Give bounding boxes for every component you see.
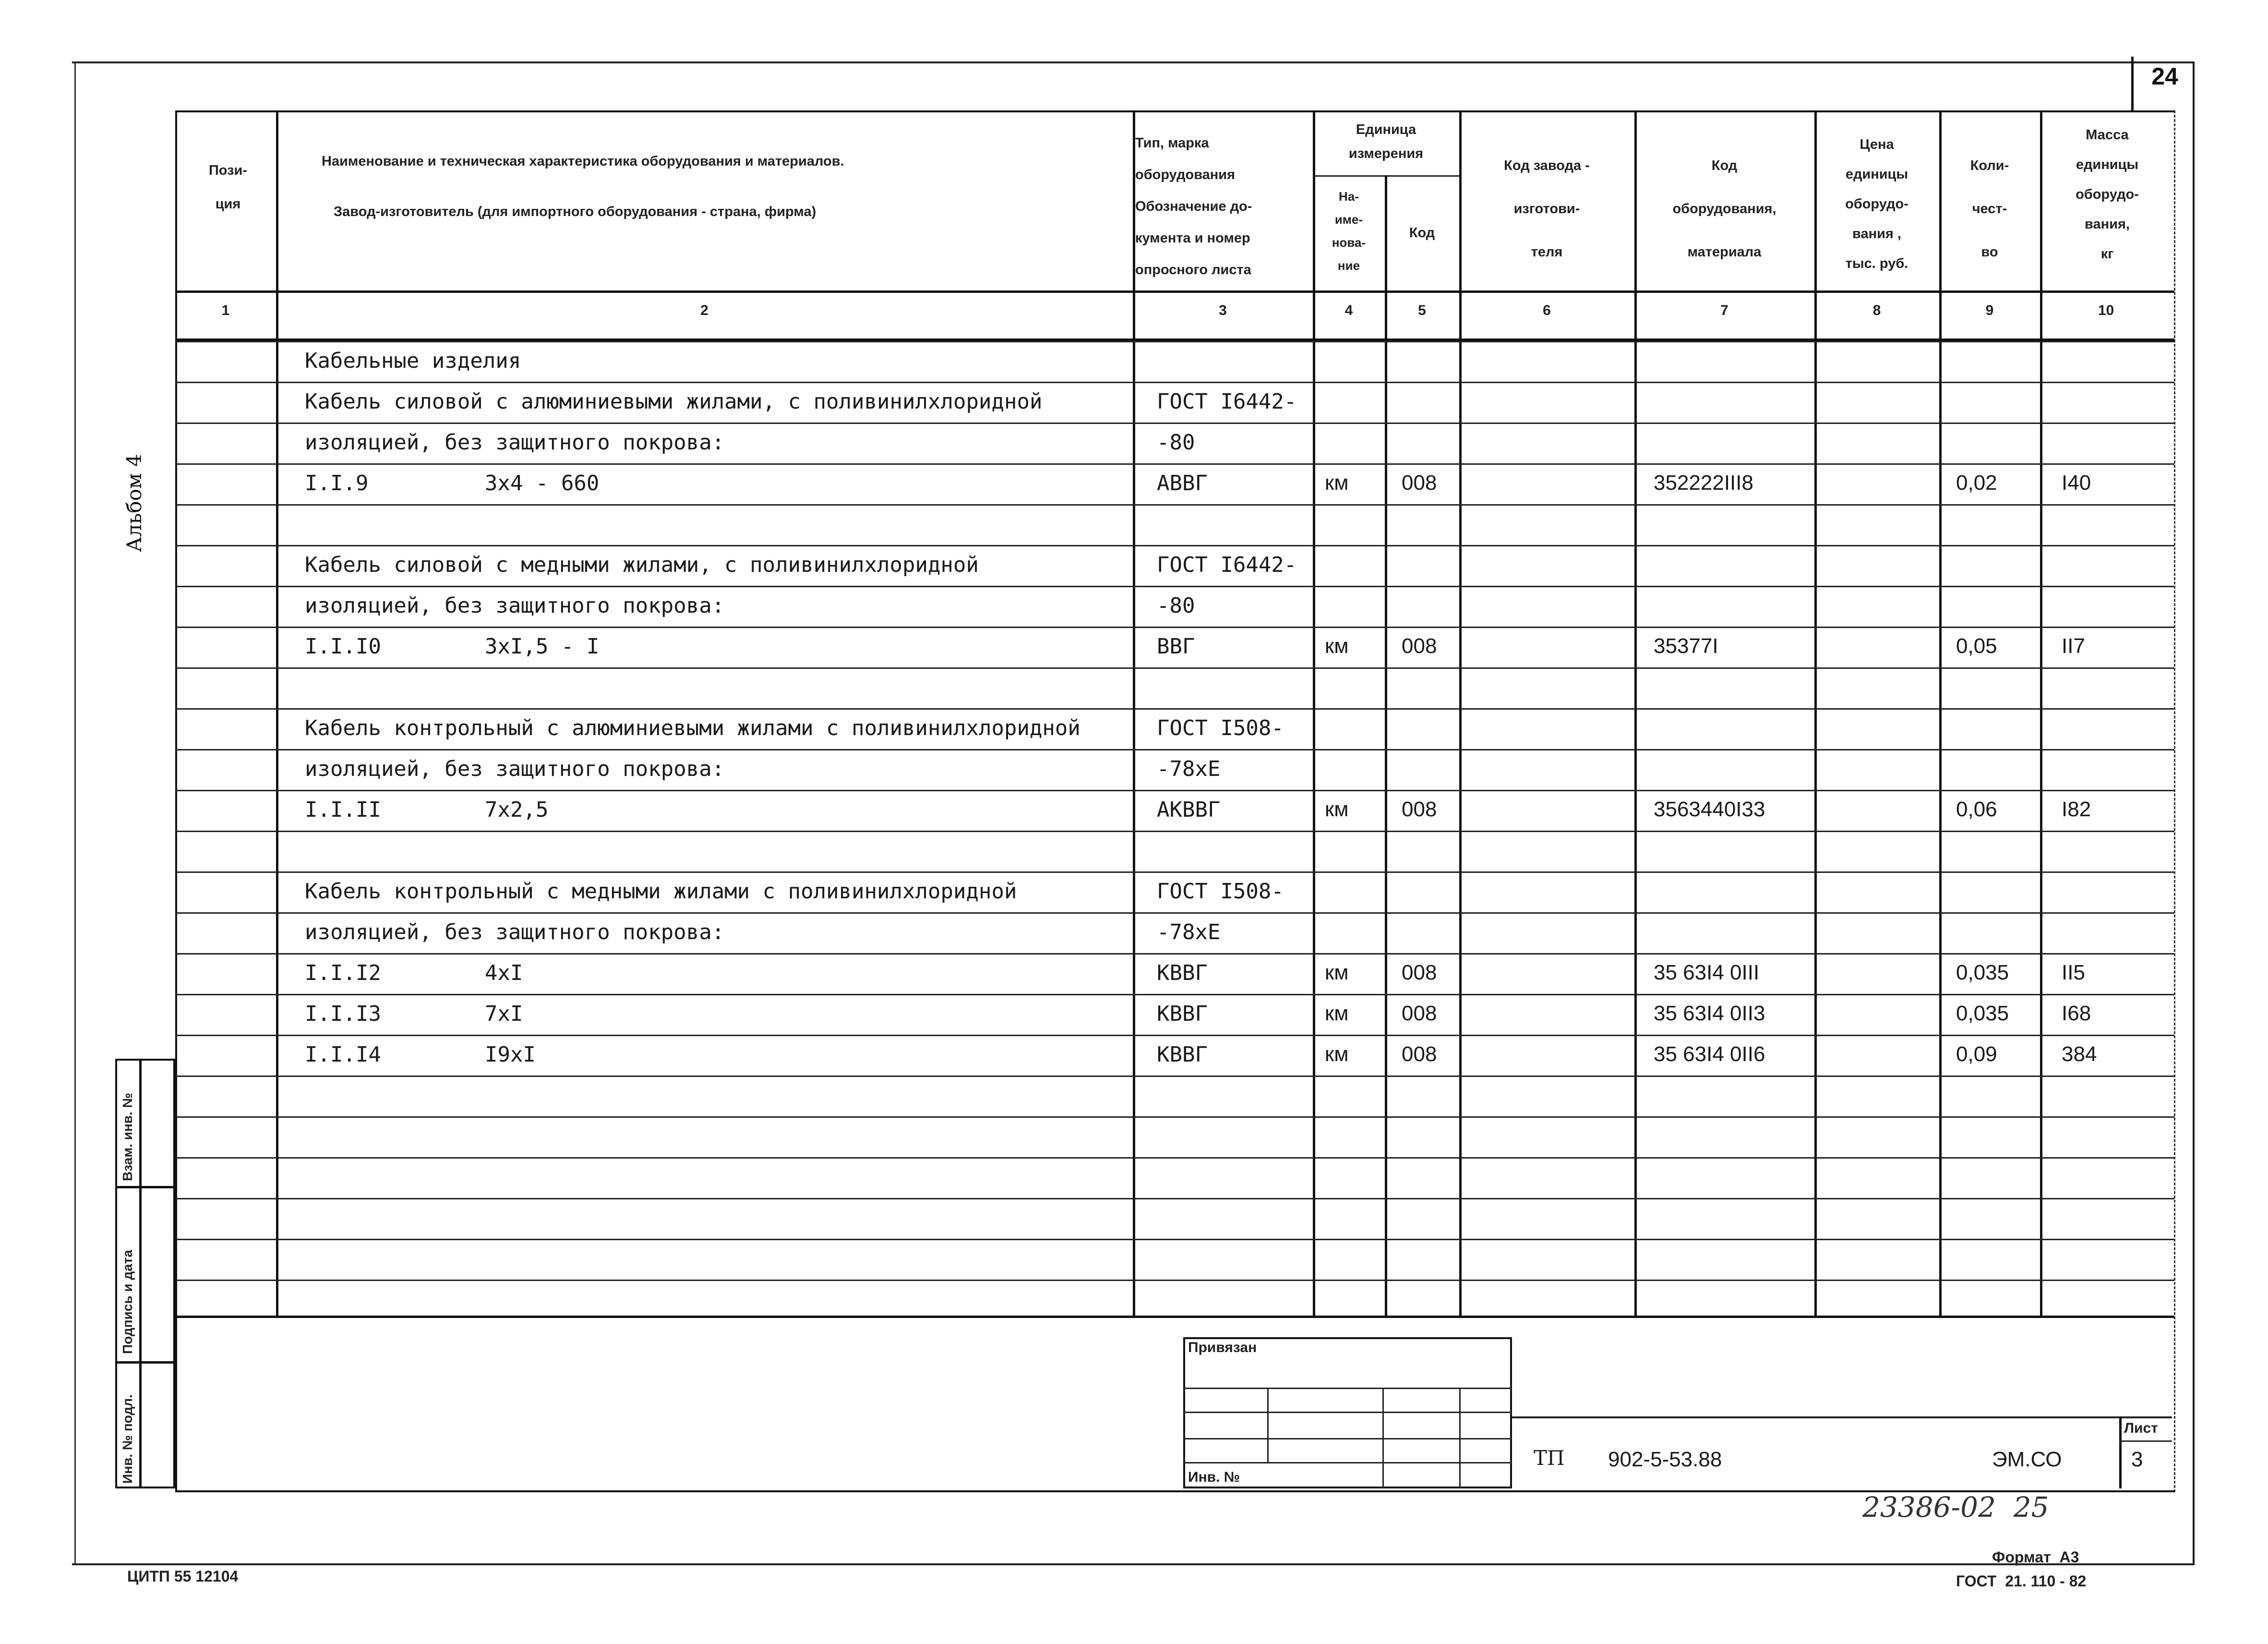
colnum-7: 7 — [1720, 302, 1728, 318]
colnum-1: 1 — [221, 302, 230, 318]
row-unit: км — [1325, 961, 1349, 984]
row-spec: 7хI — [485, 1002, 523, 1026]
row-type: -80 — [1157, 593, 1195, 618]
colnum-4: 4 — [1344, 302, 1353, 318]
row-line — [175, 871, 2174, 873]
colnum-9: 9 — [1985, 302, 1994, 318]
row-type: КВВГ — [1157, 961, 1208, 985]
header-quantity: Коли- чест- во — [1970, 158, 2009, 260]
stamp-vzam: Взам. инв. № — [120, 1093, 135, 1181]
inv-no-label: Инв. № — [1188, 1469, 1240, 1485]
row-spec: 3хI,5 - I — [485, 634, 600, 659]
side-stamp-line-1 — [115, 1186, 175, 1188]
row-type: -78хЕ — [1157, 920, 1221, 944]
row-spec: 3х4 - 660 — [485, 471, 600, 496]
row-line — [175, 831, 2174, 832]
list-number: 3 — [2131, 1448, 2143, 1471]
colnum-5: 5 — [1418, 302, 1426, 318]
row-description: изоляцией, без защитного покрова: — [305, 430, 725, 455]
row-mass: II5 — [2062, 961, 2085, 984]
row-type: -78хЕ — [1157, 757, 1221, 781]
privyazan-vline-3 — [1459, 1388, 1461, 1488]
row-unit-code: 008 — [1402, 798, 1437, 821]
row-spec: I9хI — [485, 1042, 536, 1067]
row-equipment-code: 352222III8 — [1654, 471, 1753, 495]
row-line — [175, 953, 2174, 955]
row-spec: 4хI — [485, 961, 523, 985]
row-quantity: 0,02 — [1956, 471, 1997, 495]
row-mass: I40 — [2062, 471, 2091, 495]
row-description: изоляцией, без защитного покрова: — [305, 920, 725, 944]
row-type: -80 — [1157, 430, 1195, 455]
colnum-2: 2 — [700, 302, 708, 318]
row-type: АВВГ — [1157, 471, 1208, 496]
header-price: Цена единицы оборудо- вания , тыс. руб. — [1845, 137, 1908, 271]
row-line — [175, 1035, 2174, 1036]
row-line — [175, 504, 2174, 506]
privyazan-line-4 — [1183, 1462, 1512, 1463]
row-type: ГОСТ I6442- — [1157, 389, 1297, 414]
doc-prefix: ТП — [1534, 1446, 1565, 1470]
footer-left: ЦИТП 55 12104 — [127, 1568, 239, 1585]
col-line-9 — [2040, 110, 2042, 1316]
col-line-5 — [1459, 110, 1462, 1316]
colnum-3: 3 — [1219, 302, 1227, 318]
header-factory-code: Код завода - изготови- теля — [1504, 158, 1590, 260]
table-body-bottom — [175, 1316, 2174, 1318]
col-line-4 — [1385, 175, 1387, 1316]
row-line — [175, 463, 2174, 465]
row-line — [175, 994, 2174, 995]
row-line — [175, 382, 2174, 383]
row-mass: I68 — [2062, 1002, 2091, 1025]
row-position: I.I.9 — [305, 471, 369, 496]
doc-code: ЭМ.СО — [1992, 1448, 2062, 1471]
row-quantity: 0,035 — [1956, 1002, 2009, 1025]
doc-number: 902-5-53.88 — [1608, 1448, 1722, 1471]
privyazan-line-1 — [1183, 1388, 1512, 1389]
page-number-divider — [2131, 57, 2134, 112]
row-description: Кабель силовой с медными жилами, с поливинилхлоридной — [305, 553, 979, 577]
row-line — [175, 586, 2174, 587]
row-equipment-code: 35 63I4 0III — [1654, 961, 1760, 984]
list-box-line — [2119, 1440, 2172, 1442]
row-unit-code: 008 — [1402, 634, 1437, 658]
col-line-6 — [1634, 110, 1637, 1316]
row-type: АКВВГ — [1157, 798, 1221, 822]
row-unit: км — [1325, 798, 1349, 821]
col-line-3 — [1313, 110, 1315, 1316]
row-line — [175, 423, 2174, 424]
header-unit-name: На- име- нова- ние — [1332, 189, 1366, 273]
row-position: I.I.I4 — [305, 1042, 381, 1067]
row-unit-code: 008 — [1402, 961, 1437, 984]
header-equipment-code: Код оборудования, материала — [1672, 158, 1776, 260]
header-name-line1: Наименование и техническая характеристика оборудования и материалов. — [322, 154, 844, 169]
row-unit: км — [1325, 471, 1349, 495]
stamp-inv-podl: Инв. № подл. — [120, 1394, 135, 1484]
header-unit-code: Код — [1409, 225, 1435, 241]
row-type: ГОСТ I6442- — [1157, 553, 1297, 577]
row-unit: км — [1325, 634, 1349, 658]
row-line — [175, 667, 2174, 669]
row-line — [175, 1076, 2174, 1077]
row-type: КВВГ — [1157, 1002, 1208, 1026]
privyazan-vline-1 — [1267, 1388, 1269, 1462]
row-description: изоляцией, без защитного покрова: — [305, 757, 725, 781]
row-mass: II7 — [2062, 634, 2085, 658]
row-line — [175, 1116, 2174, 1118]
row-line — [175, 1280, 2174, 1281]
row-line — [175, 627, 2174, 628]
row-line — [175, 749, 2174, 750]
row-equipment-code: 35377I — [1654, 634, 1718, 658]
row-position: I.I.I0 — [305, 634, 381, 659]
row-quantity: 0,035 — [1956, 961, 2009, 984]
header-name-line2: Завод-изготовитель (для импортного оборудования - страна, фирма) — [334, 204, 816, 219]
page-number: 24 — [2151, 63, 2178, 90]
privyazan-label: Привязан — [1188, 1340, 1257, 1355]
row-spec: 7х2,5 — [485, 798, 549, 822]
row-quantity: 0,05 — [1956, 634, 1997, 658]
row-type: КВВГ — [1157, 1042, 1208, 1067]
row-line — [175, 708, 2174, 710]
gost-label: ГОСТ 21. 110 - 82 — [1956, 1572, 2087, 1590]
privyazan-line-3 — [1183, 1438, 1512, 1439]
row-equipment-code: 35 63I4 0II6 — [1654, 1042, 1765, 1066]
row-unit-code: 008 — [1402, 1042, 1437, 1066]
row-unit-code: 008 — [1402, 471, 1437, 495]
row-line — [175, 1198, 2174, 1199]
title-block-top — [1512, 1416, 2172, 1418]
row-line — [175, 545, 2174, 546]
colnum-10: 10 — [2098, 302, 2114, 318]
colnum-8: 8 — [1872, 302, 1881, 318]
row-type: ГОСТ I508- — [1157, 879, 1284, 904]
row-equipment-code: 3563440I33 — [1654, 798, 1765, 821]
row-quantity: 0,06 — [1956, 798, 1997, 821]
row-type: ГОСТ I508- — [1157, 716, 1284, 740]
row-position: I.I.I2 — [305, 961, 381, 985]
row-type: ВВГ — [1157, 634, 1195, 659]
list-label: Лист — [2124, 1420, 2158, 1436]
header-type: Тип, марка оборудования Обозначение до- кумента и номер опросного листа — [1135, 135, 1252, 278]
privyazan-vline-2 — [1382, 1388, 1384, 1488]
header-position: Пози- ция — [208, 163, 248, 212]
header-unit: Единица измерения — [1348, 122, 1424, 161]
row-position: I.I.I3 — [305, 1002, 381, 1026]
row-description: Кабель контрольный с медными жилами с поливинилхлоридной — [305, 879, 1017, 904]
row-description: изоляцией, без защитного покрова: — [305, 593, 725, 618]
row-equipment-code: 35 63I4 0II3 — [1654, 1002, 1765, 1025]
row-line — [175, 341, 2174, 342]
album-label: Альбом 4 — [122, 454, 146, 552]
row-mass: I82 — [2062, 798, 2091, 821]
format-label: Формат А3 — [1992, 1548, 2079, 1566]
row-position: I.I.II — [305, 798, 381, 822]
row-unit: км — [1325, 1002, 1349, 1025]
side-stamp-divider — [139, 1059, 142, 1488]
row-description: Кабель контрольный с алюминиевыми жилами с поливинилхлоридной — [305, 716, 1080, 740]
colnum-6: 6 — [1543, 302, 1551, 318]
side-stamp-line-2 — [115, 1361, 175, 1364]
row-line — [175, 790, 2174, 791]
list-box-divider — [2119, 1416, 2122, 1488]
header-bottom-line — [175, 290, 2174, 293]
row-unit-code: 008 — [1402, 1002, 1437, 1025]
row-unit: км — [1325, 1042, 1349, 1066]
row-description: Кабель силовой с алюминиевыми жилами, с поливинилхлоридной — [305, 389, 1043, 414]
col-line-1 — [276, 110, 278, 1316]
row-quantity: 0,09 — [1956, 1042, 1997, 1066]
col-line-7 — [1814, 110, 1817, 1316]
row-mass: 384 — [2062, 1042, 2097, 1066]
bottom-border — [72, 1563, 2194, 1565]
row-line — [175, 1157, 2174, 1159]
row-line — [175, 912, 2174, 914]
handwritten-number: 23386-02 25 — [1862, 1491, 2049, 1523]
row-description: Кабельные изделия — [305, 349, 521, 373]
stamp-podpis: Подпись и дата — [120, 1250, 135, 1354]
col-line-8 — [1939, 110, 1942, 1316]
privyazan-line-2 — [1183, 1412, 1512, 1413]
col-line-2 — [1133, 110, 1135, 1316]
row-line — [175, 1239, 2174, 1240]
header-mass: Масса единицы оборудо- вания, кг — [2076, 127, 2139, 262]
top-border — [72, 61, 2194, 63]
